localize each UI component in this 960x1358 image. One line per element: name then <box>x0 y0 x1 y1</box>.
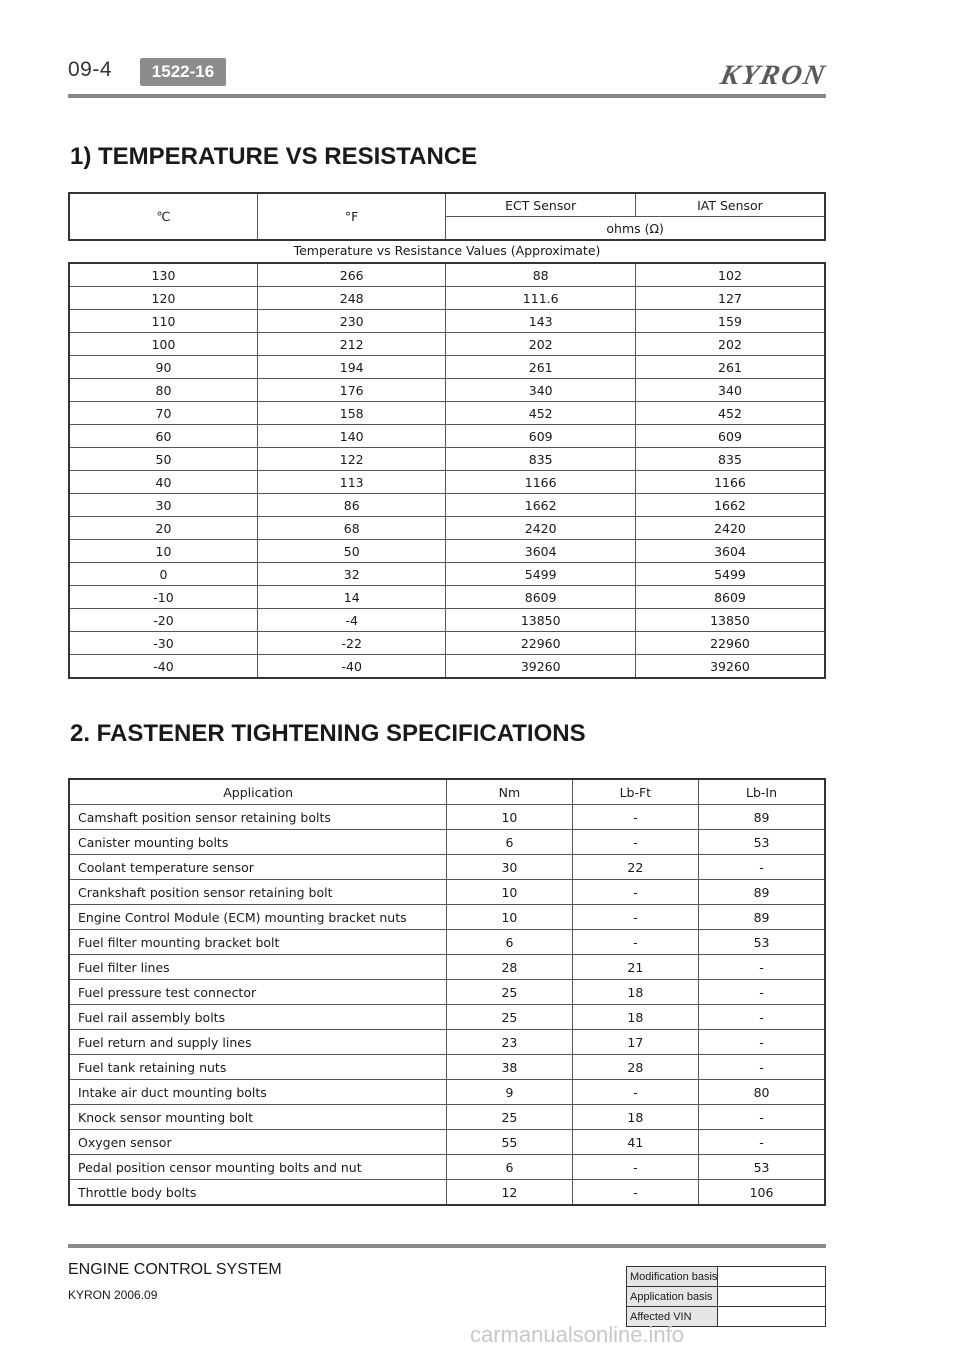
header-rule <box>68 94 826 98</box>
table-row <box>69 1180 825 1206</box>
celsius-cell: -40 <box>69 655 257 679</box>
section-code-badge: 1522-16 <box>140 58 226 86</box>
iat-ohms-cell: 2420 <box>635 517 825 540</box>
fahrenheit-cell: 50 <box>257 540 445 563</box>
table-row <box>69 655 825 679</box>
nm-cell: 12 <box>447 1180 572 1206</box>
table-row <box>69 448 825 471</box>
celsius-cell: 80 <box>69 379 257 402</box>
nm-cell: 25 <box>447 1005 572 1030</box>
application-cell: Fuel return and supply lines <box>69 1030 447 1055</box>
modification-basis-value <box>718 1267 826 1287</box>
lbft-cell: 17 <box>572 1030 698 1055</box>
ect-ohms-cell: 835 <box>446 448 636 471</box>
lbft-cell: - <box>572 1080 698 1105</box>
celsius-cell: 30 <box>69 494 257 517</box>
temperature-header-table <box>68 192 826 241</box>
lbft-cell: - <box>572 805 698 830</box>
table-row <box>69 855 825 880</box>
page-number: 09-4 <box>68 58 113 81</box>
affected-vin-value <box>718 1307 826 1327</box>
celsius-cell: 40 <box>69 471 257 494</box>
fahrenheit-cell: 140 <box>257 425 445 448</box>
nm-cell: 55 <box>447 1130 572 1155</box>
fahrenheit-cell: 266 <box>257 263 445 287</box>
ect-ohms-cell: 1166 <box>446 471 636 494</box>
application-basis-label: Application basis <box>627 1287 718 1307</box>
celsius-cell: 0 <box>69 563 257 586</box>
lbft-cell: - <box>572 1180 698 1206</box>
ect-ohms-cell: 22960 <box>446 632 636 655</box>
table-row <box>69 586 825 609</box>
fastener-spec-table <box>68 778 826 1206</box>
fahrenheit-cell: 158 <box>257 402 445 425</box>
nm-cell: 9 <box>447 1080 572 1105</box>
lbin-cell: - <box>699 980 825 1005</box>
lbin-cell: 53 <box>699 930 825 955</box>
ect-ohms-cell: 340 <box>446 379 636 402</box>
celsius-cell: 130 <box>69 263 257 287</box>
application-basis-value <box>718 1287 826 1307</box>
fahrenheit-cell: 86 <box>257 494 445 517</box>
ect-ohms-cell: 5499 <box>446 563 636 586</box>
fahrenheit-cell: -22 <box>257 632 445 655</box>
fahrenheit-cell: -4 <box>257 609 445 632</box>
lbin-cell: 53 <box>699 1155 825 1180</box>
iat-ohms-cell: 3604 <box>635 540 825 563</box>
celsius-cell: 110 <box>69 310 257 333</box>
iat-ohms-cell: 1662 <box>635 494 825 517</box>
footer-rule <box>68 1244 826 1248</box>
celsius-cell: -10 <box>69 586 257 609</box>
ect-ohms-cell: 1662 <box>446 494 636 517</box>
table-row <box>69 930 825 955</box>
celsius-cell: 20 <box>69 517 257 540</box>
celsius-cell: 60 <box>69 425 257 448</box>
ect-ohms-cell: 88 <box>446 263 636 287</box>
nm-cell: 10 <box>447 905 572 930</box>
application-cell: Fuel tank retaining nuts <box>69 1055 447 1080</box>
iat-ohms-cell: 202 <box>635 333 825 356</box>
affected-vin-label: Affected VIN <box>627 1307 718 1327</box>
fahrenheit-cell: -40 <box>257 655 445 679</box>
ect-ohms-cell: 3604 <box>446 540 636 563</box>
header-unit: ohms (Ω) <box>446 217 825 241</box>
fahrenheit-cell: 212 <box>257 333 445 356</box>
footer-title: ENGINE CONTROL SYSTEM <box>68 1261 282 1278</box>
watermark: carmanualsonline.info <box>470 1322 685 1347</box>
nm-cell: 38 <box>447 1055 572 1080</box>
iat-ohms-cell: 609 <box>635 425 825 448</box>
celsius-cell: 100 <box>69 333 257 356</box>
table-row <box>69 379 825 402</box>
application-cell: Camshaft position sensor retaining bolts <box>69 805 447 830</box>
application-cell: Coolant temperature sensor <box>69 855 447 880</box>
application-cell: Engine Control Module (ECM) mounting bracket nuts <box>69 905 447 930</box>
lbin-cell: 89 <box>699 905 825 930</box>
celsius-cell: 50 <box>69 448 257 471</box>
lbin-cell: 89 <box>699 880 825 905</box>
iat-ohms-cell: 340 <box>635 379 825 402</box>
lbin-cell: 106 <box>699 1180 825 1206</box>
table-row <box>69 287 825 310</box>
header-fahrenheit: °F <box>257 193 445 240</box>
celsius-cell: 10 <box>69 540 257 563</box>
iat-ohms-cell: 1166 <box>635 471 825 494</box>
lbin-cell: - <box>699 855 825 880</box>
table-row <box>69 1105 825 1130</box>
iat-ohms-cell: 452 <box>635 402 825 425</box>
table-row <box>69 310 825 333</box>
table-row <box>69 517 825 540</box>
fahrenheit-cell: 113 <box>257 471 445 494</box>
table-row <box>69 356 825 379</box>
lbft-cell: - <box>572 1155 698 1180</box>
iat-ohms-cell: 5499 <box>635 563 825 586</box>
iat-ohms-cell: 261 <box>635 356 825 379</box>
ect-ohms-cell: 8609 <box>446 586 636 609</box>
header-ect-sensor: ECT Sensor <box>446 193 636 217</box>
application-cell: Fuel filter lines <box>69 955 447 980</box>
lbft-cell: 28 <box>572 1055 698 1080</box>
lbft-cell: 18 <box>572 1005 698 1030</box>
lbin-cell: - <box>699 1005 825 1030</box>
fahrenheit-cell: 176 <box>257 379 445 402</box>
lbin-cell: - <box>699 1030 825 1055</box>
nm-cell: 10 <box>447 880 572 905</box>
ect-ohms-cell: 261 <box>446 356 636 379</box>
kyron-logo: KYRON <box>717 60 830 91</box>
lbft-cell: - <box>572 880 698 905</box>
table-row <box>69 905 825 930</box>
celsius-cell: 120 <box>69 287 257 310</box>
lbft-cell: - <box>572 905 698 930</box>
lbin-cell: - <box>699 1130 825 1155</box>
ect-ohms-cell: 111.6 <box>446 287 636 310</box>
application-cell: Fuel filter mounting bracket bolt <box>69 930 447 955</box>
header-nm: Nm <box>447 779 572 805</box>
lbin-cell: - <box>699 955 825 980</box>
application-cell: Knock sensor mounting bolt <box>69 1105 447 1130</box>
nm-cell: 30 <box>447 855 572 880</box>
ect-ohms-cell: 609 <box>446 425 636 448</box>
table-row <box>69 609 825 632</box>
header-lbft: Lb-Ft <box>572 779 698 805</box>
iat-ohms-cell: 835 <box>635 448 825 471</box>
fahrenheit-cell: 194 <box>257 356 445 379</box>
lbft-cell: 18 <box>572 1105 698 1130</box>
lbin-cell: 53 <box>699 830 825 855</box>
fahrenheit-cell: 248 <box>257 287 445 310</box>
nm-cell: 6 <box>447 930 572 955</box>
ect-ohms-cell: 143 <box>446 310 636 333</box>
application-cell: Oxygen sensor <box>69 1130 447 1155</box>
fahrenheit-cell: 32 <box>257 563 445 586</box>
iat-ohms-cell: 159 <box>635 310 825 333</box>
table-row <box>69 1080 825 1105</box>
table-caption: Temperature vs Resistance Values (Approximate) <box>293 243 601 258</box>
celsius-cell: -20 <box>69 609 257 632</box>
ect-ohms-cell: 13850 <box>446 609 636 632</box>
lbin-cell: 89 <box>699 805 825 830</box>
table-row <box>69 955 825 980</box>
section-title-fastener: 2. FASTENER TIGHTENING SPECIFICATIONS <box>70 720 586 747</box>
header-iat-sensor: IAT Sensor <box>635 193 825 217</box>
fahrenheit-cell: 68 <box>257 517 445 540</box>
header-celsius: ℃ <box>69 193 257 240</box>
lbft-cell: 18 <box>572 980 698 1005</box>
nm-cell: 28 <box>447 955 572 980</box>
table-row <box>69 830 825 855</box>
application-cell: Pedal position censor mounting bolts and nut <box>69 1155 447 1180</box>
section-title-temperature: 1) TEMPERATURE VS RESISTANCE <box>70 143 478 170</box>
lbft-cell: 22 <box>572 855 698 880</box>
table-row <box>69 632 825 655</box>
lbft-cell: 21 <box>572 955 698 980</box>
ect-ohms-cell: 39260 <box>446 655 636 679</box>
lbin-cell: - <box>699 1105 825 1130</box>
application-cell: Crankshaft position sensor retaining bolt <box>69 880 447 905</box>
ect-ohms-cell: 452 <box>446 402 636 425</box>
table-row <box>69 540 825 563</box>
ect-ohms-cell: 202 <box>446 333 636 356</box>
nm-cell: 6 <box>447 1155 572 1180</box>
table-row <box>69 494 825 517</box>
table-row <box>69 425 825 448</box>
footer-subtitle: KYRON 2006.09 <box>68 1288 158 1302</box>
table-row <box>69 333 825 356</box>
iat-ohms-cell: 22960 <box>635 632 825 655</box>
celsius-cell: -30 <box>69 632 257 655</box>
fahrenheit-cell: 14 <box>257 586 445 609</box>
table-row <box>69 263 825 287</box>
lbft-cell: - <box>572 830 698 855</box>
celsius-cell: 90 <box>69 356 257 379</box>
lbin-cell: - <box>699 1055 825 1080</box>
nm-cell: 10 <box>447 805 572 830</box>
iat-ohms-cell: 13850 <box>635 609 825 632</box>
iat-ohms-cell: 39260 <box>635 655 825 679</box>
application-cell: Canister mounting bolts <box>69 830 447 855</box>
table-row <box>69 402 825 425</box>
table-row <box>69 1055 825 1080</box>
table-row <box>69 1030 825 1055</box>
lbft-cell: 41 <box>572 1130 698 1155</box>
table-row <box>69 563 825 586</box>
celsius-cell: 70 <box>69 402 257 425</box>
nm-cell: 25 <box>447 1105 572 1130</box>
modification-box <box>626 1266 826 1327</box>
table-row <box>69 1130 825 1155</box>
application-cell: Throttle body bolts <box>69 1180 447 1206</box>
iat-ohms-cell: 127 <box>635 287 825 310</box>
table-row <box>69 1005 825 1030</box>
lbin-cell: 80 <box>699 1080 825 1105</box>
table-row <box>69 980 825 1005</box>
nm-cell: 23 <box>447 1030 572 1055</box>
ect-ohms-cell: 2420 <box>446 517 636 540</box>
iat-ohms-cell: 8609 <box>635 586 825 609</box>
table-row <box>69 1155 825 1180</box>
table-row <box>69 471 825 494</box>
fahrenheit-cell: 122 <box>257 448 445 471</box>
fahrenheit-cell: 230 <box>257 310 445 333</box>
application-cell: Fuel pressure test connector <box>69 980 447 1005</box>
temperature-resistance-table <box>68 262 826 679</box>
modification-basis-label: Modification basis <box>627 1267 718 1287</box>
application-cell: Fuel rail assembly bolts <box>69 1005 447 1030</box>
table-row <box>69 805 825 830</box>
nm-cell: 6 <box>447 830 572 855</box>
lbft-cell: - <box>572 930 698 955</box>
application-cell: Intake air duct mounting bolts <box>69 1080 447 1105</box>
nm-cell: 25 <box>447 980 572 1005</box>
header-application: Application <box>69 779 447 805</box>
header-lbin: Lb-In <box>699 779 825 805</box>
iat-ohms-cell: 102 <box>635 263 825 287</box>
table-row <box>69 880 825 905</box>
